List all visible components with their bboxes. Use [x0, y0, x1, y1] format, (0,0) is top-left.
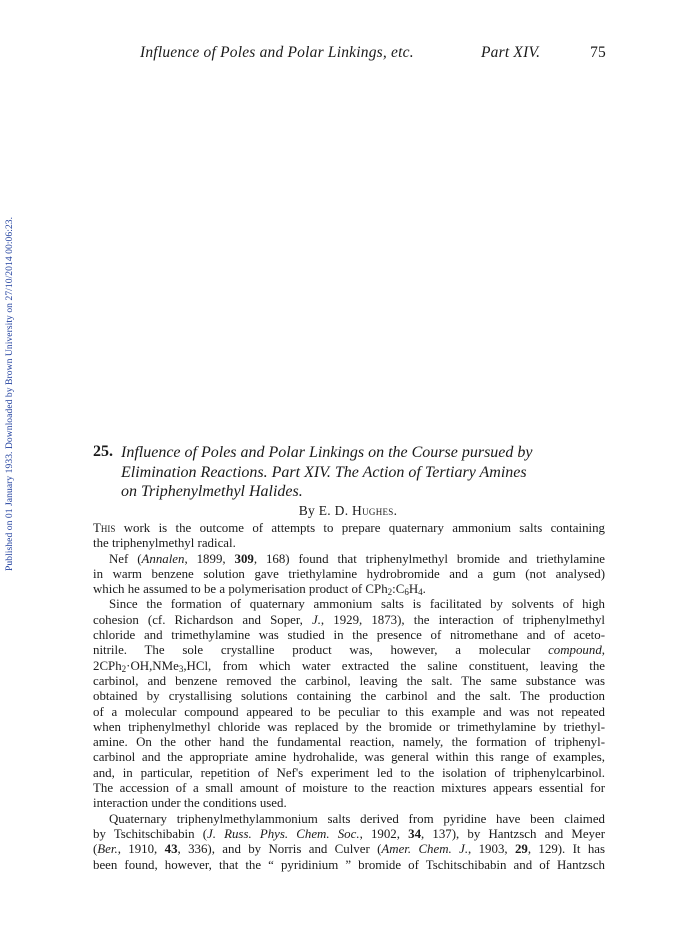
text-line: Nef (Annalen, 1899, 309, 168) found that triphenylmethyl bromide and triethylamine: [109, 551, 605, 566]
text-line: been found, however, that the “ pyridinium ” bromide of Tschitschibabin and of Hantzsch: [93, 857, 605, 872]
running-head-title: Influence of Poles and Polar Linkings, etc.: [140, 44, 414, 61]
paragraph: [93, 597, 605, 811]
text-line: the triphenylmethyl radical.: [93, 536, 236, 551]
text-line: when triphenylmethyl chloride was replaced by the bromide or trimethylamine by triethyl-: [93, 719, 605, 734]
article-number: 25.: [93, 443, 113, 460]
volume-number: 29: [514, 842, 528, 857]
text-line: 2CPh$_2$·OH,NMe$_3$,HCl, from which water extracted the saline constituent, leaving the: [93, 658, 605, 674]
text-line: interaction under the conditions used.: [93, 796, 287, 811]
article-title: [121, 443, 613, 502]
emphasis: compound: [548, 643, 602, 658]
text-line: chloride and trimethylamine was studied in the presence of nitromethane and of aceto-: [93, 628, 605, 643]
volume-number: 43: [164, 842, 178, 857]
byline: [0, 503, 696, 519]
volume-number: 34: [408, 826, 422, 841]
journal-name: J.: [311, 612, 321, 627]
text-line: The accession of a small amount of moisture to the reaction mixtures appears essential for: [93, 781, 605, 796]
article-title-line: Elimination Reactions. Part XIV. The Action of Tertiary Amines: [121, 463, 527, 481]
text-line: carbinol, and benzene removed the carbinol, leaving the salt. The same substance was: [93, 673, 605, 688]
text-line: Since the formation of quaternary ammonium salts is facilitated by solvents of high: [109, 597, 605, 612]
text-line: and, in particular, repetition of Nef's experiment led to the isolation of triphenylcarbinol.: [93, 765, 605, 780]
paragraph: [93, 812, 605, 873]
byline-by: By: [298, 503, 316, 518]
journal-name: Annalen: [141, 551, 185, 566]
text-line: by Tschitschibabin (J. Russ. Phys. Chem. Soc., 1902, 34, 137), by Hantzsch and Meyer: [93, 826, 605, 841]
author-name: E. D. Hughes.: [318, 503, 398, 518]
page-number: 75: [590, 44, 606, 61]
small-caps-word: This: [93, 521, 116, 535]
text-line: which he assumed to be a polymerisation product of $CPh_2:C_6H_4$.: [93, 582, 426, 598]
volume-number: 309: [234, 551, 254, 566]
paragraph: [93, 521, 605, 552]
running-head-part: Part XIV.: [481, 44, 541, 61]
text-line: amine. On the other hand the fundamental reaction, namely, the formation of triphenyl-: [93, 735, 605, 750]
download-notice[interactable]: Published on 01 January 1933. Downloaded by Brown University on 27/10/2014 00:06:23.: [4, 216, 15, 571]
text-line: This work is the outcome of attempts to prepare quaternary ammonium salts containing: [93, 521, 605, 535]
text-line: cohesion (cf. Richardson and Soper, J., 1929, 1873), the interaction of triphenylmethyl: [93, 612, 605, 627]
text-line: carbinol and the appropriate amine hydrohalide, was general within this range of examples,: [93, 750, 605, 765]
journal-name: Amer. Chem. J.: [381, 842, 469, 857]
paragraph: [93, 552, 605, 598]
journal-name: Ber.: [97, 842, 118, 857]
article-body: [93, 521, 605, 873]
text-line: (Ber., 1910, 43, 336), and by Norris and Culver (Amer. Chem. J., 1903, 29, 129). It has: [93, 842, 606, 857]
text-line: of a molecular compound appeared to be peculiar to this example and was not repeated: [93, 704, 605, 719]
text-line: obtained by crystallising solutions containing the carbinol and the salt. The production: [93, 689, 605, 704]
journal-name: J. Russ. Phys. Chem. Soc.: [207, 826, 360, 841]
text-line: Quaternary triphenylmethylammonium salts derived from pyridine have been claimed: [109, 811, 605, 826]
article-title-line: on Triphenylmethyl Halides.: [121, 483, 303, 500]
text-line: in warm benzene solution gave triethylamine hydrobromide and a gum (not analysed): [93, 566, 605, 581]
text-line: nitrile. The sole crystalline product was, however, a molecular compound,: [93, 643, 605, 658]
article-title-line: Influence of Poles and Polar Linkings on the Course pursued by: [121, 444, 533, 461]
